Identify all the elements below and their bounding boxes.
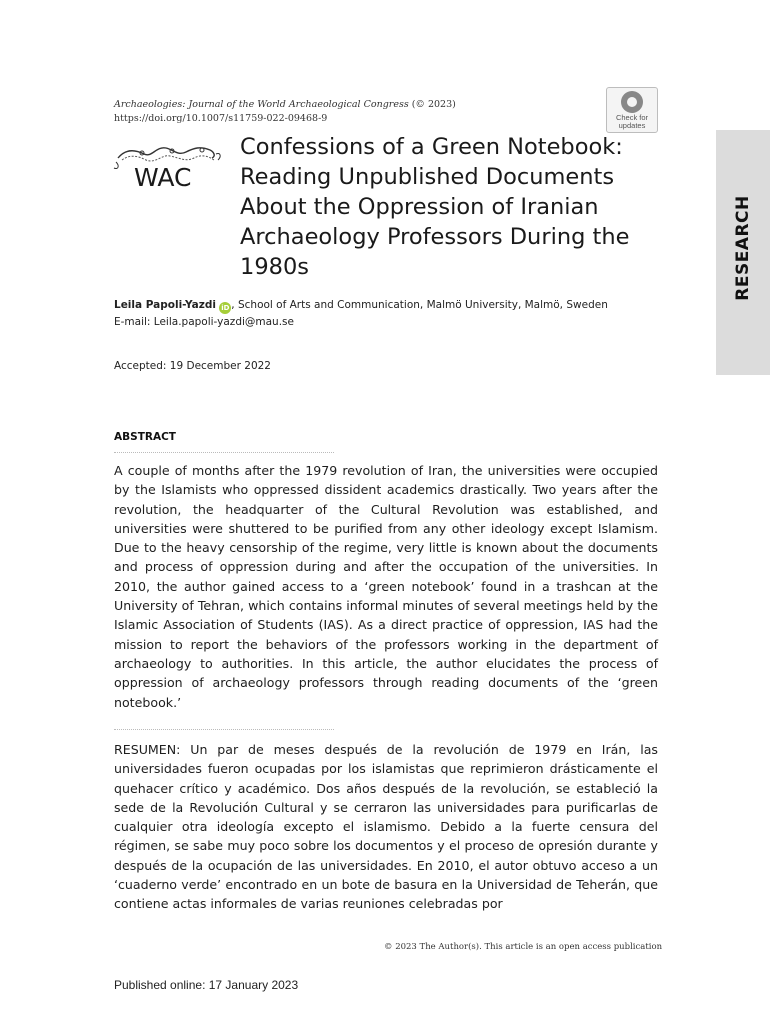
author-name: Leila Papoli-Yazdi bbox=[114, 299, 216, 311]
section-tab-label: RESEARCH bbox=[733, 195, 753, 301]
wac-logo bbox=[112, 136, 224, 192]
journal-header bbox=[114, 98, 574, 126]
section-tab bbox=[716, 130, 770, 375]
author-email[interactable]: E-mail: Leila.papoli-yazdi@mau.se bbox=[114, 316, 294, 328]
wac-logo-icon bbox=[112, 136, 224, 192]
orcid-icon[interactable]: iD bbox=[221, 304, 230, 312]
doi-link[interactable]: https://doi.org/10.1007/s11759-022-09468-9 bbox=[114, 113, 328, 124]
journal-name: Archaeologies: Journal of the World Archaeological Congress bbox=[114, 99, 409, 110]
journal-citation bbox=[114, 98, 574, 112]
check-for-updates-badge[interactable] bbox=[606, 87, 658, 133]
copyright-note: © 2023 The Author(s). This article is an open access publication bbox=[384, 942, 663, 952]
abstract-divider-top bbox=[114, 452, 334, 453]
abstract-divider-middle bbox=[114, 729, 334, 730]
abstract-english: A couple of months after the 1979 revolution of Iran, the universities were occupied by the Islamists who oppressed dissident academics drastically. Two years after the revolution, the headquarter of the Cultural Revolution was established, and universities were shuttered to be purified from any other ideology except Islamism. Due to the heavy censorship of the regime, very little is known about the documents and process of oppression during and after the occupation of the universities. In 2010, the author gained access to a ‘green notebook’ found in a trashcan at the University of Tehran, which contains informal minutes of several meetings held by the Islamic Association of Students (IAS). As a direct practice of oppression, IAS had the mission to report the behaviors of the professors working in the department of archaeology to authorities. In this article, the author elucidates the process of oppression of archaeology professors through reading documents of the ‘green notebook.’ bbox=[114, 463, 658, 710]
badge-line-1: Check for bbox=[615, 113, 649, 122]
article-title: Confessions of a Green Notebook: Reading Unpublished Documents About the Oppression of Iranian Archaeology Professors During the 1980s bbox=[240, 134, 630, 280]
journal-year: (© 2023) bbox=[408, 99, 456, 110]
author-affiliation: , School of Arts and Communication, Malmö University, Malmö, Sweden bbox=[231, 299, 608, 311]
logo-text: WAC bbox=[134, 163, 192, 192]
check-updates-icon bbox=[621, 91, 643, 113]
accepted-date: Accepted: 19 December 2022 bbox=[114, 360, 271, 372]
author-block bbox=[114, 297, 624, 330]
abstract-heading: ABSTRACT bbox=[114, 431, 176, 443]
published-date: Published online: 17 January 2023 bbox=[114, 978, 299, 992]
abstract-spanish: RESUMEN: Un par de meses después de la revolución de 1979 en Irán, las universidades fueron ocupadas por los islamistas que reprimieron drásticamente el quehacer crítico y académico. Dos años después de la revolución, se estableció la sede de la Revolución Cultural y se cerraron las universidades para purificarlas de cualquier otra ideología excepto el islamismo. Debido a la fuerte censura del régimen, se sabe muy poco sobre los documentos y el proceso de opresión durante y después de la ocupación de las universidades. En 2010, el autor obtuvo acceso a un ‘cuaderno verde’ encontrado en un bote de basura en la Universidad de Teherán, que contiene actas informales de varias reuniones celebradas por bbox=[114, 742, 658, 912]
badge-line-2: updates bbox=[618, 121, 646, 130]
